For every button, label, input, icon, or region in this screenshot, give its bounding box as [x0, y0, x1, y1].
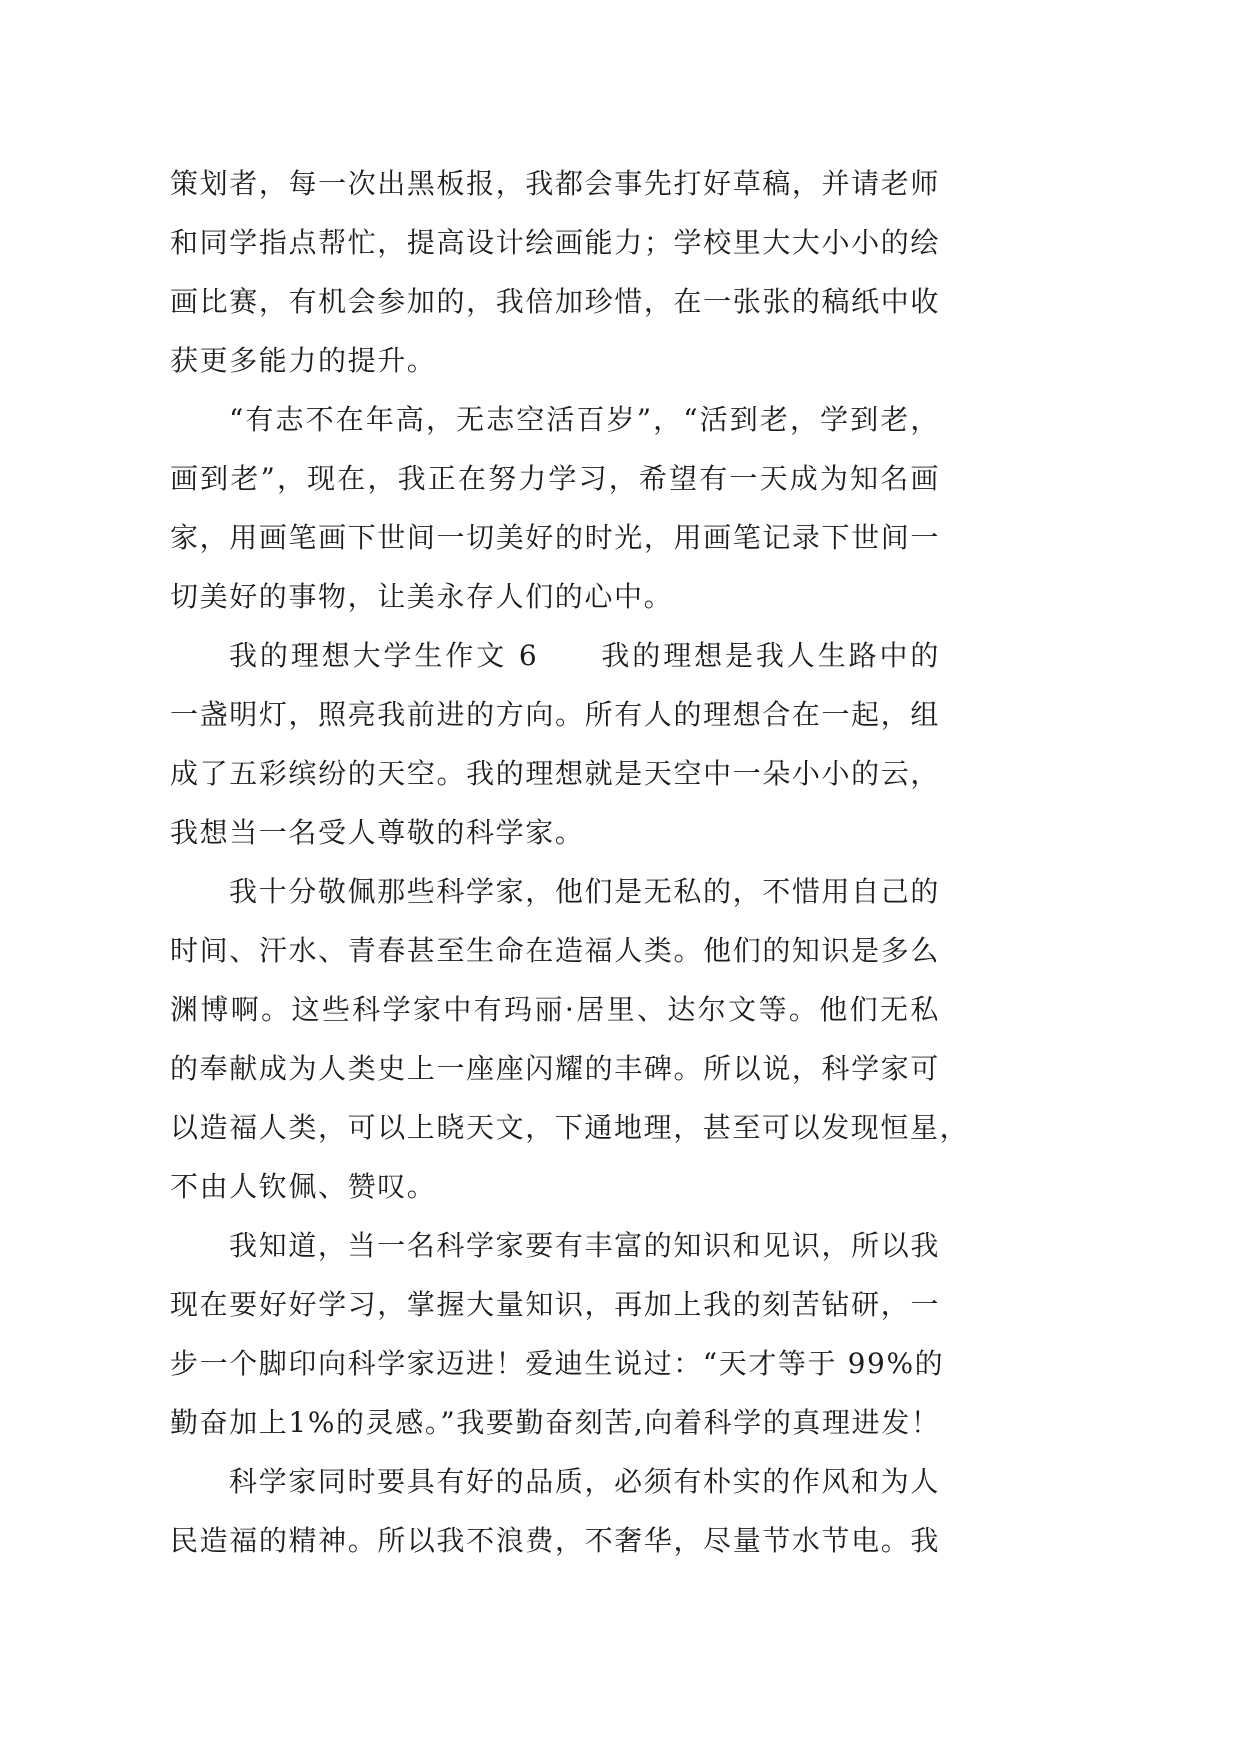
text-line: 时间、汗水、青春甚至生命在造福人类。他们的知识是多么	[170, 934, 940, 967]
text-line: 和同学指点帮忙，提高设计绘画能力；学校里大大小小的绘	[170, 226, 940, 259]
paragraph	[170, 1452, 940, 1570]
text-line: 我十分敬佩那些科学家，他们是无私的，不惜用自己的	[229, 875, 940, 908]
text-line: 我知道，当一名科学家要有丰富的知识和见识，所以我	[229, 1229, 940, 1262]
paragraph	[170, 626, 940, 862]
text-line: 我的理想大学生作文 6 我的理想是我人生路中的	[229, 639, 940, 672]
text-line: 科学家同时要具有好的品质，必须有朴实的作风和为人	[229, 1465, 940, 1498]
body-text	[170, 154, 970, 1570]
text-line: 我想当一名受人尊敬的科学家。	[170, 816, 585, 849]
text-line: “有志不在年高，无志空活百岁”，“活到老，学到老，	[229, 403, 940, 436]
text-line: 成了五彩缤纷的天空。我的理想就是天空中一朵小小的云，	[170, 757, 940, 790]
text-line: 一盏明灯，照亮我前进的方向。所有人的理想合在一起，组	[170, 698, 940, 731]
text-line: 不由人钦佩、赞叹。	[170, 1170, 437, 1203]
text-line: 渊博啊。这些科学家中有玛丽·居里、达尔文等。他们无私	[170, 993, 940, 1026]
text-line: 获更多能力的提升。	[170, 344, 437, 377]
text-line: 的奉献成为人类史上一座座闪耀的丰碑。所以说，科学家可	[170, 1052, 940, 1085]
paragraph	[170, 154, 940, 390]
text-line: 画到老”，现在，我正在努力学习，希望有一天成为知名画	[170, 462, 940, 495]
paragraph	[170, 862, 970, 1216]
text-line: 民造福的精神。所以我不浪费，不奢华，尽量节水节电。我	[170, 1524, 940, 1557]
text-line: 家，用画笔画下世间一切美好的时光，用画笔记录下世间一	[170, 521, 940, 554]
text-line: 画比赛，有机会参加的，我倍加珍惜，在一张张的稿纸中收	[170, 285, 940, 318]
paragraph	[170, 390, 940, 626]
text-line: 策划者，每一次出黑板报，我都会事先打好草稿，并请老师	[170, 167, 940, 200]
text-line: 以造福人类，可以上晓天文，下通地理，甚至可以发现恒星，	[170, 1111, 970, 1144]
text-line: 切美好的事物，让美永存人们的心中。	[170, 580, 674, 613]
text-line: 勤奋加上1%的灵感。”我要勤奋刻苦,向着科学的真理进发！	[170, 1406, 941, 1439]
text-line: 现在要好好学习，掌握大量知识，再加上我的刻苦钻研，一	[170, 1288, 940, 1321]
paragraph	[170, 1216, 945, 1452]
text-line: 步一个脚印向科学家迈进！爱迪生说过：“天才等于 99%的	[170, 1347, 945, 1380]
